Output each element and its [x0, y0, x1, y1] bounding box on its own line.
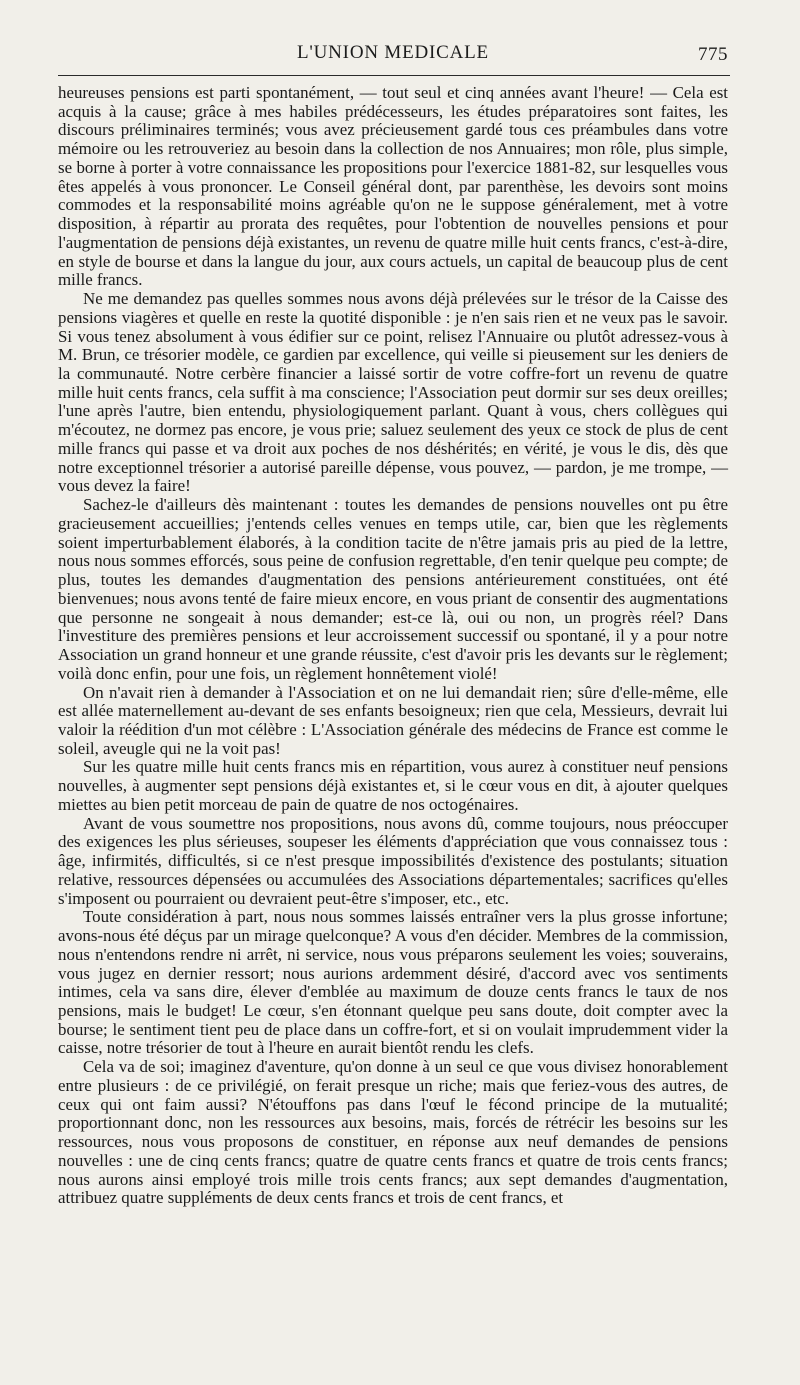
paragraph: heureuses pensions est parti spontanément, — tout seul et cinq années avant l'heure! — Cela est acquis à la cause; grâce à mes habiles prédécesseurs, les études préparatoires sont faites, les discours préliminaires terminés; vous avez précieusement gardé tous ces préambules dans votre mémoire ou les retrouveriez au besoin dans la collection de nos Annuaires; mon rôle, plus simple, se borne à porter à votre connaissance les propositions pour l'exercice 1881-82, sur lesquelles vous êtes appelés à vous prononcer. Le Conseil général dont, par parenthèse, les devoirs sont moins commodes et la responsabilité moins agréable qu'on ne le suppose généralement, met à votre disposition, à répartir au prorata des requêtes, pour l'obtention de nouvelles pensions et pour l'augmentation de pensions déjà existantes, un revenu de quatre mille huit cents francs, c'est-à-dire, en style de bourse et dans la langue du jour, aux cours actuels, un capital de beaucoup plus de cent mille francs. — [58, 83, 728, 290]
article-body — [58, 84, 728, 1208]
paragraph: Sur les quatre mille huit cents francs mis en répartition, vous aurez à constituer neuf pensions nouvelles, à augmenter sept pensions déjà existantes et, si le cœur vous en dit, à ajouter quelques miettes au bien petit morceau de pain de quatre de nos octogénaires. — [58, 757, 728, 814]
paragraph: Sachez-le d'ailleurs dès maintenant : toutes les demandes de pensions nouvelles ont pu être gracieusement accueillies; j'entends celles venues en temps utile, car, bien que les règlements soient imperturbablement élaborés, à la condition tacite de n'être jamais pris au pied de la lettre, nous nous sommes efforcés, sous peine de confusion regrettable, d'en tenir quelque peu compte; de plus, toutes les demandes d'augmentation des pensions antérieurement constituées, ont été bienvenues; nous avons tenté de faire mieux encore, en vous priant de consentir des augmentations que personne ne songeait à nous demander; est-ce là, oui ou non, un progrès réel? Dans l'investiture des premières pensions et leur accroissement successif ou spontané, il y a pour notre Association un grand honneur et une grande réussite, c'est d'avoir pris les devants sur le règlement; voilà donc enfin, pour une fois, un règlement honnêtement violé! — [58, 495, 728, 683]
header-rule — [58, 75, 730, 76]
paragraph: Avant de vous soumettre nos propositions, nous avons dû, comme toujours, nous préoccuper des exigences les plus sérieuses, soupeser les éléments d'appréciation que vous connaissez tous : âge, infirmités, difficultés, si ce n'est presque impossibilités d'existence des postulants; situation relative, ressources dépensées ou accumulées des Associations départementales; sacrifices qu'elles s'imposent ou pourraient ou devraient peut-être s'imposer, etc., etc. — [58, 813, 728, 908]
running-header — [58, 42, 728, 76]
paragraph: Ne me demandez pas quelles sommes nous avons déjà prélevées sur le trésor de la Caisse des pensions viagères et quelle en reste la quotité disponible : je n'en sais rien et ne veux pas le savoir. Si vous tenez absolument à vous édifier sur ce point, relisez l'Annuaire ou plutôt adressez-vous à M. Brun, ce trésorier modèle, ce gardien par excellence, qui veille si pieusement sur les deniers de la communauté. Notre cerbère financier a laissé sortir de votre coffre-fort un revenu de quatre mille huit cents francs, cela suffit à ma conscience; l'Association peut dormir sur ses deux oreilles; l'une après l'autre, bien entendu, physiologiquement parlant. Quant à vous, chers collègues qui m'écoutez, ne dormez pas encore, je vous prie; saluez seulement des yeux ce stock de plus de cent mille francs qui passe et va droit aux poches de nos déshérités; en vérité, je vous le dis, dès que notre exceptionnel trésorier a autorisé pareille dépense, vous pouvez, — pardon, je me trompe, — vous devez la faire! — [58, 289, 728, 496]
running-title: L'UNION MEDICALE — [297, 42, 489, 63]
paragraph: Toute considération à part, nous nous sommes laissés entraîner vers la plus grosse infortune; avons-nous été déçus par un mirage quelconque? A vous d'en décider. Membres de la commission, nous n'entendons rendre ni arrêt, ni service, nous vous préparons seulement les voies; souverains, vous jugez en dernier ressort; nous aurions ardemment désiré, d'accord avec vos sentiments intimes, cela va sans dire, élever d'emblée au maximum de douze cents francs le taux de nos pensions, mais le budget! Le cœur, s'en étonnant quelque peu sans doute, doit compter avec la bourse; le sentiment tient peu de place dans un coffre-fort, et si on voulait imprudemment vider la caisse, notre trésorier de tout à l'heure en aurait bientôt rendu les clefs. — [58, 907, 728, 1058]
page-number: 775 — [698, 44, 728, 65]
paragraph: On n'avait rien à demander à l'Association et on ne lui demandait rien; sûre d'elle-même, elle est allée maternellement au-devant de ses enfants besoigneux; rien que cela, Messieurs, devrait lui valoir la réédition d'un mot célèbre : L'Association générale des médecins de France est comme le soleil, aveugle qui ne la voit pas! — [58, 682, 728, 758]
paragraph: Cela va de soi; imaginez d'aventure, qu'on donne à un seul ce que vous divisez honorablement entre plusieurs : de ce privilégié, on ferait presque un riche; mais que feriez-vous des autres, de ceux qui ont faim aussi? N'étouffons pas dans l'œuf le fécond principe de la mutualité; proportionnant donc, non les ressources aux besoins, mais, forcés de rétrécir les besoins sur les ressources, nous vous proposons de constituer, en réponse aux neuf demandes de pensions nouvelles : une de cinq cents francs; quatre de quatre cents francs et quatre de trois cents francs; nous aurons ainsi employé trois mille trois cents francs; aux sept demandes d'augmentation, attribuez quatre suppléments de deux cents francs et trois de cent francs, et — [58, 1057, 728, 1208]
